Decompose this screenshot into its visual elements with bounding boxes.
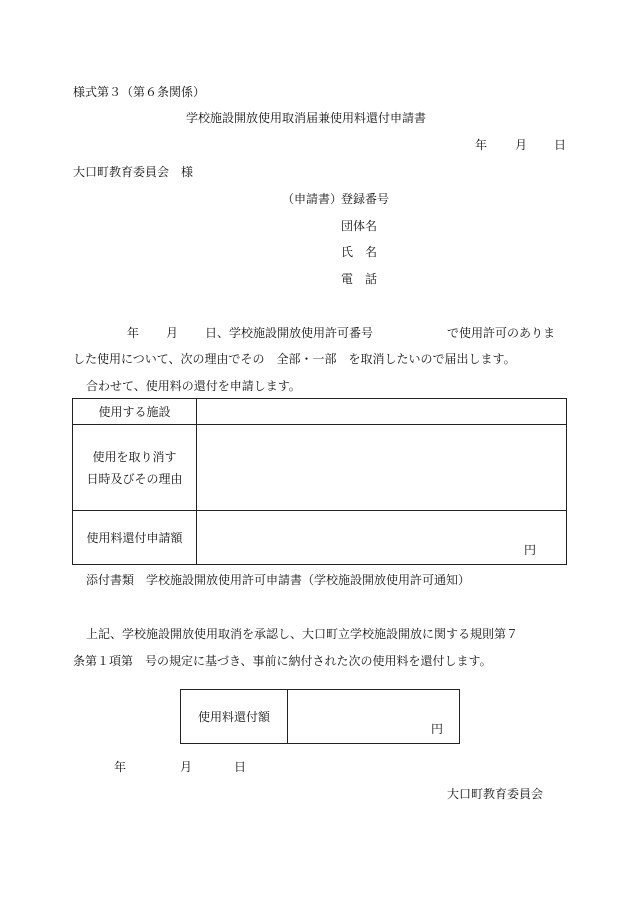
body-line1-end: で使用許可のありま: [447, 326, 556, 340]
approval-line1: 上記、学校施設開放使用取消を承認し、大口町立学校施設開放に関する規則第７: [86, 627, 519, 641]
body-line1: 日、学校施設開放使用許可番号: [205, 326, 374, 340]
form-number: 様式第３（第６条関係）: [73, 85, 206, 99]
refund-request-yen: 円: [523, 543, 536, 557]
registration-number-label: 登録番号: [341, 192, 390, 206]
date-day: 日: [554, 138, 567, 152]
date-month: 月: [515, 138, 528, 152]
name-label: 氏 名: [341, 245, 378, 259]
body-line3: 合わせて、使用料の還付を申請します。: [86, 379, 301, 393]
refund-label-cell: 使用料還付額: [181, 690, 288, 744]
refund-request-field[interactable]: [197, 511, 567, 565]
refund-request-label-cell: 使用料還付申請額: [73, 511, 197, 565]
refund-yen: 円: [430, 722, 443, 736]
phone-label: 電 話: [341, 272, 378, 286]
group-name-label: 団体名: [341, 219, 378, 233]
footer-day: 日: [234, 760, 247, 774]
form-title: 学校施設開放使用取消届兼使用料還付申請書: [186, 111, 427, 125]
facility-label-cell: 使用する施設: [73, 399, 197, 425]
body-line2: した使用について、次の理由でその 全部・一部 を取消したいので届出します。: [73, 352, 516, 366]
cancel-reason-field[interactable]: [197, 425, 567, 511]
facility-field[interactable]: [197, 399, 567, 425]
refund-amount-field[interactable]: [288, 690, 460, 744]
application-table: [72, 398, 567, 565]
footer-year: 年: [114, 760, 127, 774]
attachments: 添付書類 学校施設開放使用許可申請書（学校施設開放使用許可通知）: [86, 573, 471, 587]
cancel-reason-label-cell: [73, 425, 197, 511]
footer-month: 月: [180, 760, 193, 774]
addressee: 大口町教育委員会 様: [73, 165, 194, 179]
cancel-label-line2: 日時及びその理由: [86, 471, 183, 486]
applicant-label: （申請書）: [282, 192, 343, 206]
body-month: 月: [166, 326, 179, 340]
body-year: 年: [127, 326, 140, 340]
approval-line2: 条第１項第 号の規定に基づき、事前に納付された次の使用料を還付します。: [73, 654, 492, 668]
refund-table: [180, 689, 460, 744]
date-year: 年: [475, 138, 488, 152]
issuer: 大口町教育委員会: [447, 787, 544, 801]
cancel-label-line1: 使用を取り消す: [92, 449, 177, 464]
